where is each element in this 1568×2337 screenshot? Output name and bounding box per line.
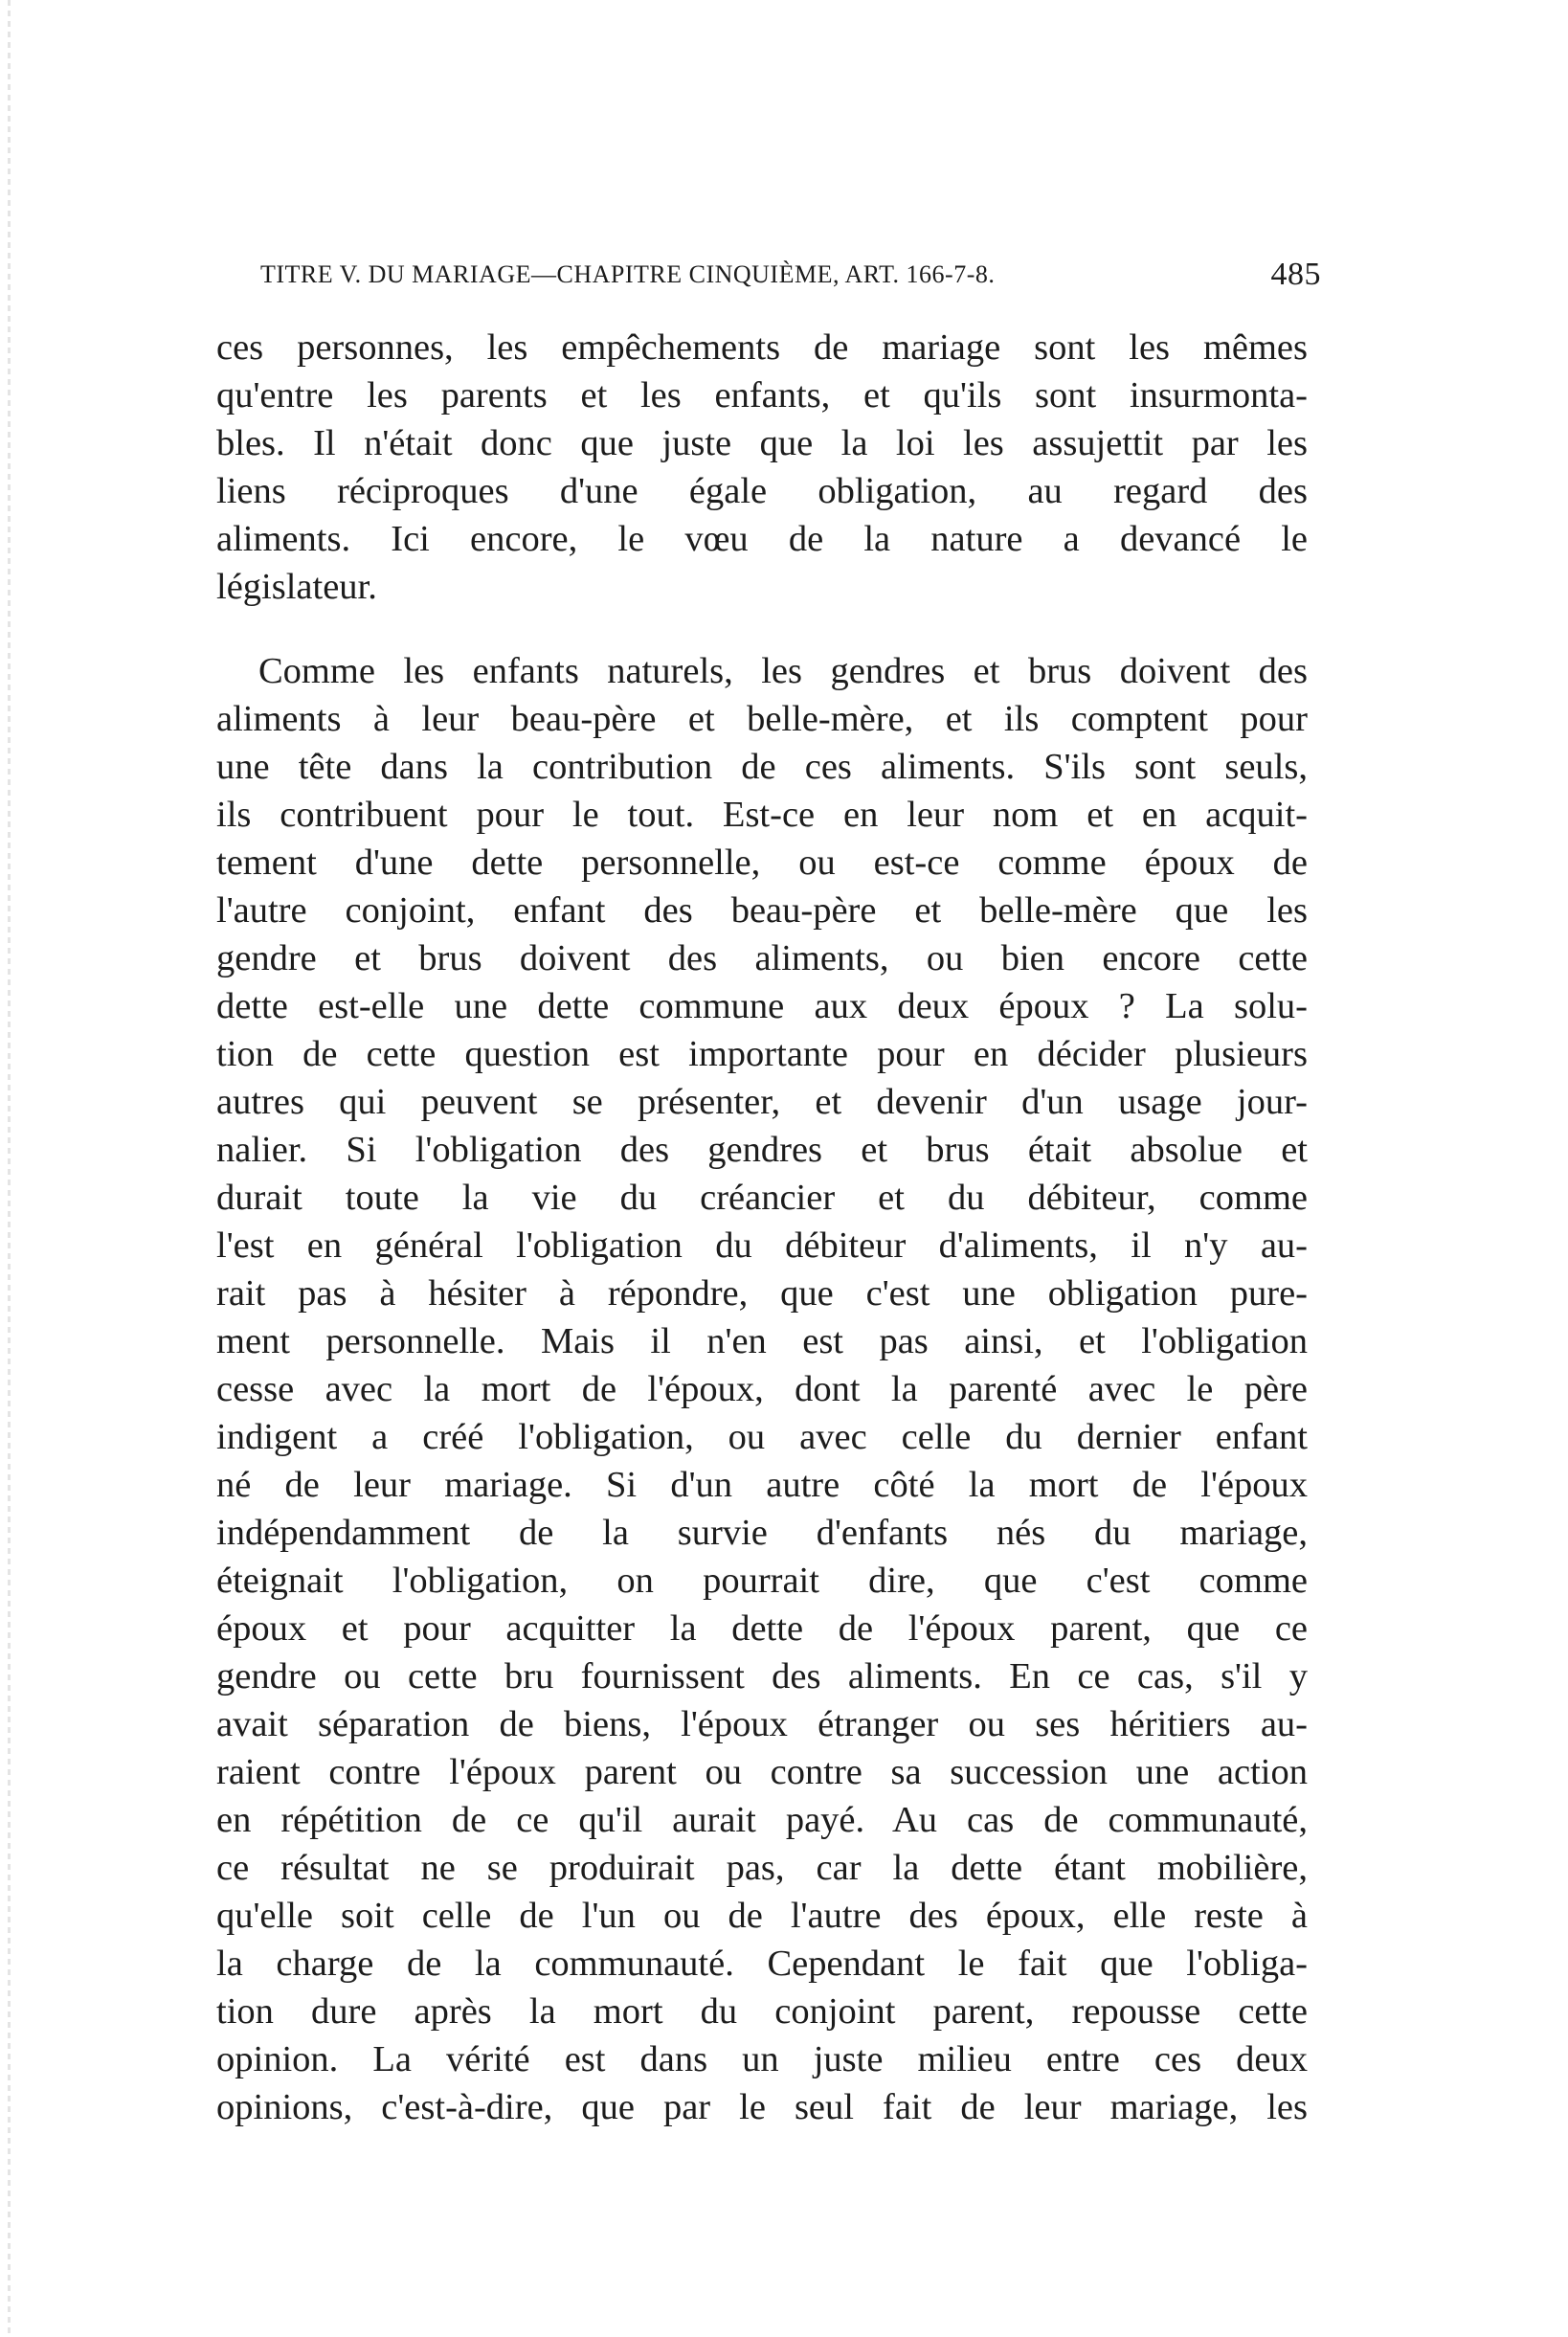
text-line: avait séparation de biens, l'époux étranger ou ses héritiers au- xyxy=(216,1704,1308,1744)
text-line: la charge de la communauté. Cependant le fait que l'obliga- xyxy=(216,1944,1308,1984)
text-line: ment personnelle. Mais il n'en est pas ainsi, et l'obligation xyxy=(216,1321,1308,1361)
text-line: indépendamment de la survie d'enfants nés du mariage, xyxy=(216,1513,1308,1553)
text-line: ces personnes, les empêchements de mariage sont les mêmes xyxy=(216,327,1308,368)
text-line: l'est en général l'obligation du débiteur d'aliments, il n'y au- xyxy=(216,1225,1308,1266)
page-number: 485 xyxy=(1270,257,1321,292)
text-line: aliments. Ici encore, le vœu de la nature a devancé le xyxy=(216,519,1308,559)
text-line: ce résultat ne se produirait pas, car la dette étant mobilière, xyxy=(216,1848,1308,1888)
text-line: né de leur mariage. Si d'un autre côté la mort de l'époux xyxy=(216,1465,1308,1505)
paragraph-1 xyxy=(216,324,1308,611)
text-line: en répétition de ce qu'il aurait payé. Au cas de communauté, xyxy=(216,1800,1308,1840)
text-line: durait toute la vie du créancier et du débiteur, comme xyxy=(216,1178,1308,1218)
text-line: législateur. xyxy=(216,567,377,607)
text-line: ils contribuent pour le tout. Est-ce en leur nom et en acquit- xyxy=(216,795,1308,835)
text-line: éteignait l'obligation, on pourrait dire, que c'est comme xyxy=(216,1561,1308,1601)
text-line: qu'entre les parents et les enfants, et qu'ils sont insurmonta- xyxy=(216,375,1308,416)
paragraph-2 xyxy=(216,647,1308,2131)
text-line: tion dure après la mort du conjoint parent, repousse cette xyxy=(216,1991,1308,2032)
text-line: gendre ou cette bru fournissent des aliments. En ce cas, s'il y xyxy=(216,1656,1308,1697)
text-line: tion de cette question est importante pour en décider plusieurs xyxy=(216,1034,1308,1074)
text-line: Comme les enfants naturels, les gendres et brus doivent des xyxy=(258,651,1308,691)
text-line: autres qui peuvent se présenter, et devenir d'un usage jour- xyxy=(216,1082,1308,1122)
running-head-title: TITRE V. DU MARIAGE—CHAPITRE CINQUIÈME, ART. 166-7-8. xyxy=(260,260,996,288)
text-line: rait pas à hésiter à répondre, que c'est une obligation pure- xyxy=(216,1273,1308,1314)
text-line: opinions, c'est-à-dire, que par le seul fait de leur mariage, les xyxy=(216,2087,1308,2127)
text-line: nalier. Si l'obligation des gendres et brus était absolue et xyxy=(216,1130,1308,1170)
text-line: époux et pour acquitter la dette de l'époux parent, que ce xyxy=(216,1608,1308,1649)
text-line: l'autre conjoint, enfant des beau-père et belle-mère que les xyxy=(216,890,1308,931)
paragraph-gap xyxy=(216,611,1308,647)
running-head xyxy=(260,257,1321,295)
text-line: aliments à leur beau-père et belle-mère, et ils comptent pour xyxy=(216,699,1308,739)
text-line: une tête dans la contribution de ces aliments. S'ils sont seuls, xyxy=(216,747,1308,787)
text-line: qu'elle soit celle de l'un ou de l'autre des époux, elle reste à xyxy=(216,1896,1308,1936)
text-line: liens réciproques d'une égale obligation, au regard des xyxy=(216,471,1308,511)
body-text xyxy=(216,324,1308,2131)
text-line: cesse avec la mort de l'époux, dont la parenté avec le père xyxy=(216,1369,1308,1409)
text-line: dette est-elle une dette commune aux deux époux ? La solu- xyxy=(216,986,1308,1026)
text-line: bles. Il n'était donc que juste que la loi les assujettit par les xyxy=(216,423,1308,463)
text-line: gendre et brus doivent des aliments, ou bien encore cette xyxy=(216,938,1308,978)
text-line: opinion. La vérité est dans un juste milieu entre ces deux xyxy=(216,2039,1308,2079)
scan-edge xyxy=(8,0,11,2337)
text-line: raient contre l'époux parent ou contre sa succession une action xyxy=(216,1752,1308,1792)
text-line: indigent a créé l'obligation, ou avec celle du dernier enfant xyxy=(216,1417,1308,1457)
text-line: tement d'une dette personnelle, ou est-ce comme époux de xyxy=(216,843,1308,883)
